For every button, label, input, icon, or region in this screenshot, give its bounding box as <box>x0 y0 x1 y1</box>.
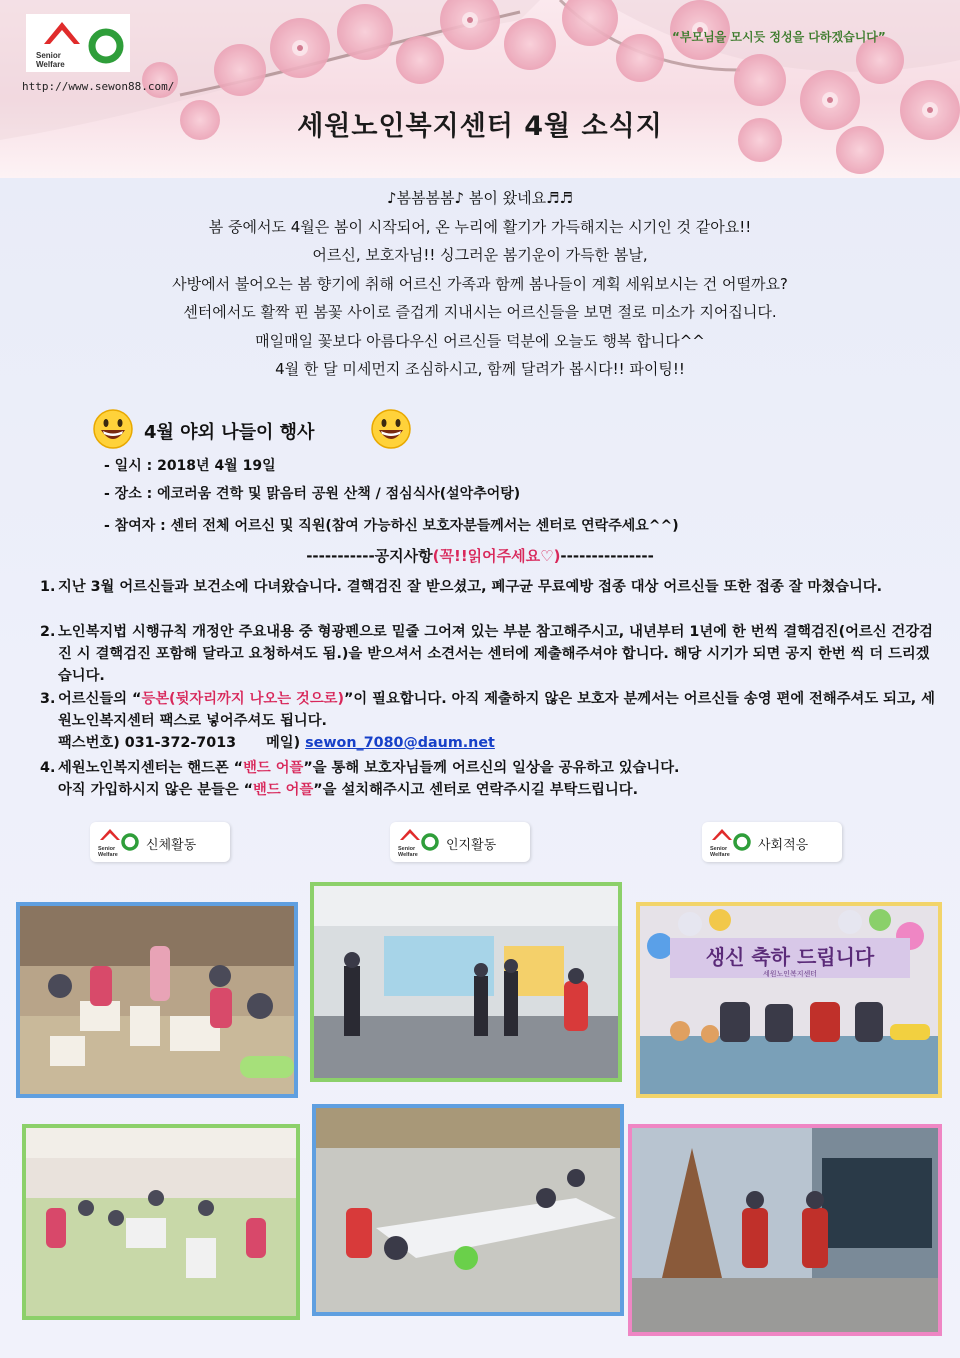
spring-line: 봄 중에서도 4월은 봄이 시작되어, 온 누리에 활기가 가득해지는 시기인 것 같아요!! <box>208 217 752 236</box>
grinning-face-icon <box>370 408 412 450</box>
notice-text-part: 아직 가입하시지 않은 분들은 “ <box>58 782 254 798</box>
mail-label: 메일) <box>265 735 301 751</box>
notice-item-2 <box>40 621 940 687</box>
photo-image <box>26 1128 296 1316</box>
photo-image <box>632 1128 938 1332</box>
house-logo-icon <box>26 14 130 72</box>
photo-physical-activity-2[interactable] <box>22 1124 300 1320</box>
photo-image <box>640 906 938 1094</box>
spring-line: 어르신, 보호자님!! 싱그러운 봄기운이 가득한 봄날, <box>312 246 648 264</box>
notice-text <box>58 757 940 801</box>
photo-image <box>316 1108 620 1312</box>
email-link[interactable]: sewon_7080@daum.net <box>305 735 495 751</box>
newsletter-title: 세원노인복지센터 4월 소식지 <box>297 111 663 142</box>
spring-line: 센터에서도 활짝 핀 봄꽃 사이로 즐겁게 지내시는 어르신들을 보면 절로 미소가 지어집니다. <box>183 303 777 321</box>
spring-message <box>0 184 960 384</box>
photo-image <box>314 886 618 1078</box>
category-physical-activity <box>90 822 230 862</box>
notice-number: 1. <box>40 579 56 595</box>
photo-cognitive-activity-2[interactable] <box>312 1104 624 1316</box>
notice-item-3 <box>40 688 940 754</box>
header-banner <box>0 0 960 178</box>
notice-number: 3. <box>40 691 56 707</box>
event-title: 4월 야외 나들이 행사 <box>144 422 315 443</box>
photo-physical-activity-1[interactable] <box>16 902 298 1098</box>
center-motto: “부모님을 모시듯 정성을 다하겠습니다” <box>672 30 886 44</box>
category-label: 인지활동 <box>446 838 497 853</box>
spring-line: 4월 한 달 미세먼지 조심하시고, 함께 달려가 봅시다!! 파이팅!! <box>275 360 685 378</box>
notice-text: 지난 3월 어르신들과 보건소에 다녀왔습니다. 결핵검진 잘 받으셨고, 폐구균 무료예방 접종 대상 어르신들 또한 접종 잘 마쳤습니다. <box>58 579 883 595</box>
grinning-face-icon <box>92 408 134 450</box>
logo-text-senior: Senior <box>398 846 416 852</box>
notice-text <box>58 688 940 754</box>
logo-text-senior: Senior <box>36 51 61 60</box>
notice-item-1 <box>40 576 940 620</box>
notice-number: 2. <box>40 624 56 640</box>
notice-header <box>0 545 960 566</box>
band-app: 밴드 어플 <box>253 782 314 798</box>
notice-text-part: ”을 통해 보호자님들께 어르신의 일상을 공유하고 있습니다. <box>303 760 680 776</box>
notice-text-part: ”을 설치해주시고 센터로 연락주시길 부탁드립니다. <box>313 782 639 798</box>
birthday-banner-sub: 세원노인복지센터 <box>762 970 818 978</box>
event-participants: - 참여자 : 센터 전체 어르신 및 직원(참여 가능하신 보호자분들께서는 센터로 연락주세요^^) <box>104 518 679 534</box>
house-logo-icon <box>96 826 140 858</box>
notice-header-prefix: -----------공지사항 <box>306 547 433 565</box>
notice-text-part: 어르신들의 “ <box>58 691 142 707</box>
notice-number: 4. <box>40 760 56 776</box>
photo-cognitive-activity-1[interactable] <box>310 882 622 1082</box>
notice-header-emphasis: (꼭!!읽어주세요♡) <box>432 547 561 565</box>
required-document: 등본(뒷자리까지 나오는 것으로) <box>141 691 344 707</box>
house-logo-icon <box>708 826 752 858</box>
logo-text-welfare: Welfare <box>98 852 118 858</box>
logo-text-senior: Senior <box>98 846 116 852</box>
event-date: - 일시 : 2018년 4월 19일 <box>104 458 276 474</box>
category-social-adaptation <box>702 822 842 862</box>
notice-text: 노인복지법 시행규칙 개정안 주요내용 중 형광펜으로 밑줄 그어져 있는 부분 참고해주시고, 내년부터 1년에 한 번씩 결핵검진(어르신 건강검진 시 결핵검진 포함해 달라고 요청하셔도 됨.)을 받으셔서 소견서는 센터에 제출해주셔야 합니다. 해당 시기가 되면 공지 한번 씩 더 드리겠습니다. <box>58 624 933 684</box>
house-logo-icon <box>396 826 440 858</box>
category-cognitive-activity <box>390 822 530 862</box>
category-label: 사회적응 <box>758 838 809 853</box>
notice-item-4 <box>40 757 940 801</box>
notice-text-part: ”이 필요합니다. 아직 제출하지 않은 보호자 분께서는 어르신들 송영 편에 전해주셔도 되고, 세원노인복지센터 팩스로 넣어주셔도 됩니다. <box>58 691 935 729</box>
logo-text-senior: Senior <box>710 846 728 852</box>
spring-line: ♪봄봄봄봄♪ 봄이 왔네요♬♬ <box>387 189 573 207</box>
logo-text-welfare: Welfare <box>398 852 418 858</box>
notice-text-part: 세원노인복지센터는 핸드폰 “ <box>58 760 244 776</box>
band-app: 밴드 어플 <box>243 760 304 776</box>
notice-header-suffix: --------------- <box>560 547 654 565</box>
logo-text-welfare: Welfare <box>36 60 65 69</box>
category-label: 신체활동 <box>146 838 197 853</box>
logo-text-welfare: Welfare <box>710 852 730 858</box>
spring-line: 사방에서 불어오는 봄 향기에 취해 어르신 가족과 함께 봄나들이 계획 세워보시는 건 어떨까요? <box>172 274 788 293</box>
website-url[interactable]: http://www.sewon88.com/ <box>22 80 175 93</box>
fax-number: 팩스번호) 031-372-7013 <box>58 735 237 751</box>
photo-image <box>20 906 294 1094</box>
photo-social-adaptation-2[interactable] <box>628 1124 942 1336</box>
birthday-banner-text: 생신 축하 드립니다 <box>705 945 875 969</box>
photo-social-adaptation-1[interactable] <box>636 902 942 1098</box>
senior-welfare-logo[interactable] <box>26 14 130 72</box>
event-place: - 장소 : 에코러움 견학 및 맑음터 공원 산책 / 점심식사(설악추어탕) <box>104 486 521 502</box>
spring-line: 매일매일 꽃보다 아름다우신 어르신들 덕분에 오늘도 행복 합니다^^ <box>255 331 705 350</box>
